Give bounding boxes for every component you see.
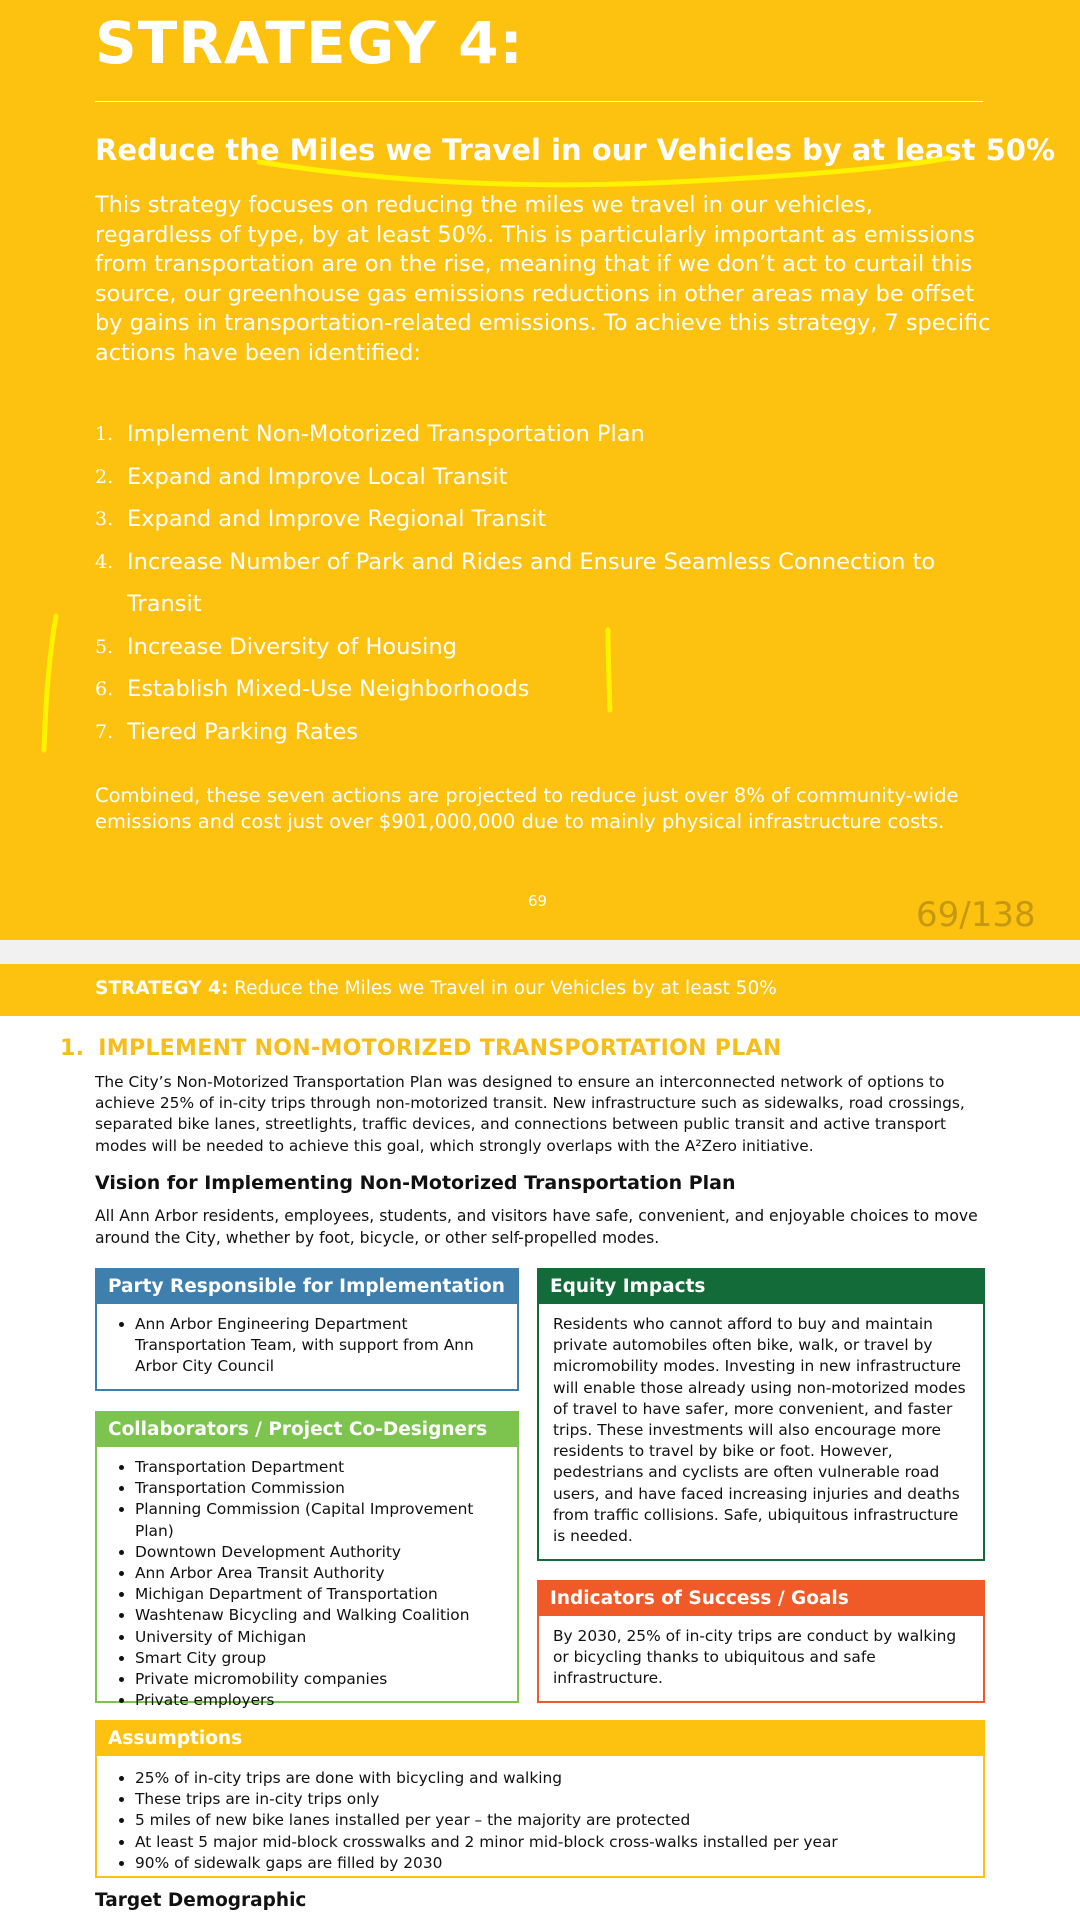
list-item: • Washtenaw Bicycling and Walking Coalition [135,1605,507,1626]
list-item: • Ann Arbor Engineering Department Transportation Team, with support from Ann Arbor City Council [135,1314,507,1378]
list-item: • Transportation Commission [135,1478,507,1499]
strategy-page-69 [0,0,1080,940]
equity-impacts-box [537,1268,985,1561]
list-item: • Ann Arbor Area Transit Authority [135,1563,507,1584]
list-item: • Private micromobility companies [135,1669,507,1690]
action-item: 5. Increase Diversity of Housing [95,633,457,660]
strategy-subtitle: Reduce the Miles we Travel in our Vehicles by at least 50% [95,133,1056,167]
action-item: 3. Expand and Improve Regional Transit [95,506,547,532]
assumptions-box [95,1720,985,1878]
strategy-closing: Combined, these seven actions are projected to reduce just over 8% of community-wide emissions and cost just over $901,000,000 due to mainly physical infrastructure costs. [95,784,959,833]
list-item: • University of Michigan [135,1627,507,1648]
action-list [95,413,995,753]
indicators-heading: Indicators of Success / Goals [539,1582,983,1616]
list-item: • 90% of sidewalk gaps are filled by 2030 [135,1853,973,1874]
equity-impacts-heading: Equity Impacts [539,1270,983,1304]
indicators-box [537,1580,985,1703]
action-item: 7. Tiered Parking Rates [95,718,359,745]
vision-heading: Vision for Implementing Non-Motorized Transportation Plan [95,1172,736,1194]
equity-impacts-body: Residents who cannot afford to buy and maintain private automobiles often bike, walk, or travel by micromobility modes. Investing in new infrastructure will enable those already using non-motorized modes of travel to have safer, more convenient, and faster trips. These investments will also encourage more residents to travel by bike or foot. However, pedestrians and cyclists are often vulnerable road users, and have faced increasing injuries and deaths from traffic collisions. Safe, ubiquitous infrastructure is needed. [553,1315,966,1546]
page-number: 69 [528,892,548,910]
header-strategy-title: Reduce the Miles we Travel in our Vehicles by at least 50% [228,978,777,999]
indicators-body: By 2030, 25% of in-city trips are conduct by walking or bicycling thanks to ubiquitous and safe infrastructure. [553,1627,957,1688]
list-item: • Private employers [135,1690,507,1711]
action-item: 4. Increase Number of Park and Rides and Ensure Seamless Connection to Transit [95,548,936,617]
page-counter: 69/138 [916,895,1036,935]
strategy-title: STRATEGY 4: [95,9,524,77]
section-body: The City’s Non-Motorized Transportation Plan was designed to ensure an interconnected network of options to achieve 25% of in-city trips through non-motorized transit. New infrastructure such as sidewalks, road crossings, separated bike lanes, streetlights, traffic devices, and connections between public transit and active transport modes will be needed to achieve this goal, which strongly overlaps with the A²Zero initiative. [95,1073,965,1155]
list-item: • 25% of in-city trips are done with bicycling and walking [135,1768,973,1789]
party-responsible-heading: Party Responsible for Implementation [97,1270,517,1304]
collaborators-box [95,1411,519,1710]
list-item: • Smart City group [135,1648,507,1669]
list-item: • These trips are in-city trips only [135,1789,973,1810]
strategy-header-bar [0,964,1080,1016]
assumptions-heading: Assumptions [97,1722,983,1756]
title-divider [95,101,983,102]
collaborators-heading: Collaborators / Project Co-Designers [97,1413,517,1447]
list-item: • Downtown Development Authority [135,1542,507,1563]
action-item: 2. Expand and Improve Local Transit [95,463,508,490]
vision-body: All Ann Arbor residents, employees, students, and visitors have safe, convenient, and enjoyable choices to move around the City, whether by foot, bicycle, or other self-propelled modes. [95,1207,978,1247]
list-item: • At least 5 major mid-block crosswalks and 2 minor mid-block cross-walks installed per year [135,1832,973,1853]
list-item: • Planning Commission (Capital Improvement Plan) [135,1499,507,1541]
target-demographic-heading: Target Demographic [95,1890,307,1911]
header-strategy-label: STRATEGY 4: [95,978,229,999]
page-gap [0,940,1080,964]
party-responsible-box [95,1268,519,1391]
action-item: 6. Establish Mixed-Use Neighborhoods [95,676,530,702]
list-item: • Transportation Department [135,1457,507,1478]
list-item: • 5 miles of new bike lanes installed per year – the majority are protected [135,1810,973,1831]
strategy-intro: This strategy focuses on reducing the miles we travel in our vehicles, regardless of type, by at least 50%. This is particularly important as emissions from transportation are on the rise, meaning that if we don’t act to curtail this source, our greenhouse gas emissions reductions in other areas may be offset by gains in transportation-related emissions. To achieve this strategy, 7 specific actions have been identified: [95,192,991,366]
action-item: 1. Implement Non-Motorized Transportation Plan [95,421,645,447]
list-item: • Michigan Department of Transportation [135,1584,507,1605]
section-title: 1. IMPLEMENT NON-MOTORIZED TRANSPORTATION PLAN [60,1036,782,1061]
